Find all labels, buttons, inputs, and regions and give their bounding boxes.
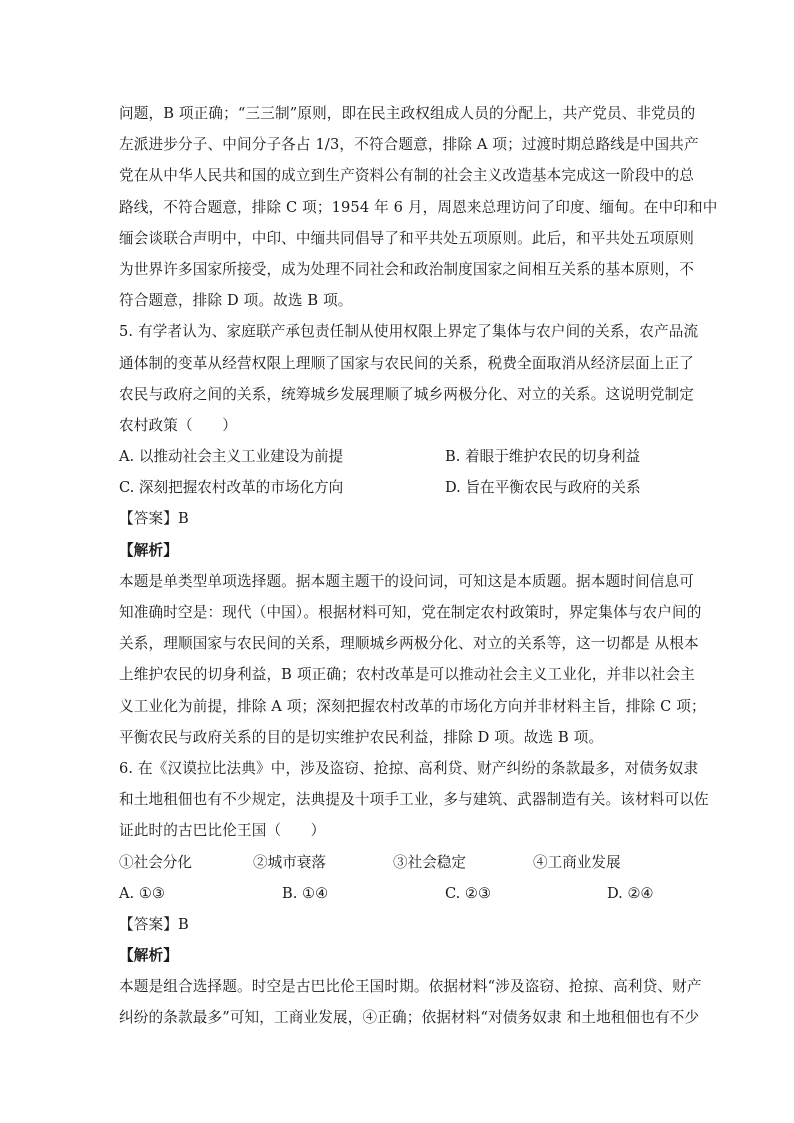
option-b: B. 着眼于维护农民的切身利益 <box>445 448 641 466</box>
question-stem-line: 农村政策（ ） <box>119 416 237 434</box>
analysis-line: 关系，理顺国家与农民间的关系，理顺城乡两极分化、对立的关系等，这一切都是 从根本 <box>119 635 699 653</box>
question-stem-line: 证此时的古巴比伦王国（ ） <box>119 822 326 840</box>
analysis-line: 本题是组合选择题。时空是古巴比伦王国时期。依据材料“涉及盗窃、抢掠、高利贷、财产 <box>119 978 702 996</box>
item-3: ③社会稳定 <box>393 853 466 871</box>
option-b: B. ①④ <box>282 884 329 902</box>
option-d: D. 旨在平衡农民与政府的关系 <box>445 479 641 497</box>
answer-line: 【答案】B <box>119 915 189 933</box>
option-row <box>119 441 679 472</box>
question-stem-line: 通体制的变革从经营权限上理顺了国家与农民间的关系，税费全面取消从经济层面上正了 <box>119 354 695 372</box>
analysis-line: 义工业化为前提，排除 A 项；深刻把握农村改革的市场化方向并非材料主旨，排除 C 项； <box>119 697 706 715</box>
option-d: D. ②④ <box>607 884 654 902</box>
analysis-line: 平衡农民与政府关系的目的是切实维护农民利益，排除 D 项。故选 B 项。 <box>119 728 604 746</box>
text-line: 左派进步分子、中间分子各占 1/3，不符合题意，排除 A 项；过渡时期总路线是中国共产 <box>119 136 699 154</box>
question-stem-line: 6. 在《汉谟拉比法典》中，涉及盗窃、抢掠、高利贷、财产纠纷的条款最多，对债务奴隶 <box>119 759 699 777</box>
text-line: 缅会谈联合声明中，中印、中缅共同倡导了和平共处五项原则。此后，和平共处五项原则 <box>119 229 695 247</box>
text-line: 党在从中华人民共和国的成立到生产资料公有制的社会主义改造基本完成这一阶段中的总 <box>119 167 695 185</box>
option-row <box>119 878 679 909</box>
question-6 <box>119 753 709 1034</box>
item-2: ②城市衰落 <box>253 853 326 871</box>
document-page <box>119 98 718 1034</box>
analysis-label: 【解析】 <box>119 947 178 965</box>
question-stem-line: 和土地租佃也有不少规定，法典提及十项手工业，多与建筑、武器制造有关。该材料可以佐 <box>119 791 709 809</box>
analysis-line: 知准确时空是：现代（中国）。根据材料可知，党在制定农村政策时，界定集体与农户间的 <box>119 604 702 621</box>
option-c: C. 深刻把握农村改革的市场化方向 <box>119 479 344 497</box>
analysis-line: 上维护农民的切身利益，B 项正确；农村改革是可以推动社会主义工业化，并非以社会主 <box>119 666 695 684</box>
analysis-line: 本题是单类型单项选择题。据本题主题干的设问词，可知这是本质题。据本题时间信息可 <box>119 572 695 590</box>
text-line: 符合题意，排除 D 项。故选 B 项。 <box>119 292 353 310</box>
analysis-line: 纠纷的条款最多”可知，工商业发展，④正确；依据材料“对债务奴隶 和土地租佃也有不少 <box>119 1009 700 1027</box>
text-line: 路线，不符合题意，排除 C 项；1954 年 6 月，周恩来总理访问了印度、缅甸。在中印和中 <box>119 198 718 216</box>
text-line: 为世界许多国家所接受，成为处理不同社会和政治制度国家之间相互关系的基本原则，不 <box>119 260 695 278</box>
option-row <box>119 472 679 503</box>
answer-line: 【答案】B <box>119 510 189 528</box>
q4-analysis-continued <box>119 98 718 316</box>
option-a: A. 以推动社会主义工业建设为前提 <box>119 448 344 466</box>
item-1: ①社会分化 <box>119 853 192 871</box>
option-a: A. ①③ <box>119 884 165 902</box>
question-stem-line: 农民与政府之间的关系，统筹城乡发展理顺了城乡两极分化、对立的关系。这说明党制定 <box>119 385 695 403</box>
analysis-label: 【解析】 <box>119 541 178 559</box>
question-stem-line: 5. 有学者认为、家庭联产承包责任制从使用权限上界定了集体与农户间的关系，农产品流 <box>119 323 699 341</box>
text-line: 问题，B 项正确；“三三制”原则，即在民主政权组成人员的分配上，共产党员、非党员的 <box>119 105 696 122</box>
option-c: C. ②③ <box>445 884 492 902</box>
item-4: ④工商业发展 <box>533 853 621 871</box>
question-5 <box>119 316 706 753</box>
item-row <box>119 847 679 878</box>
